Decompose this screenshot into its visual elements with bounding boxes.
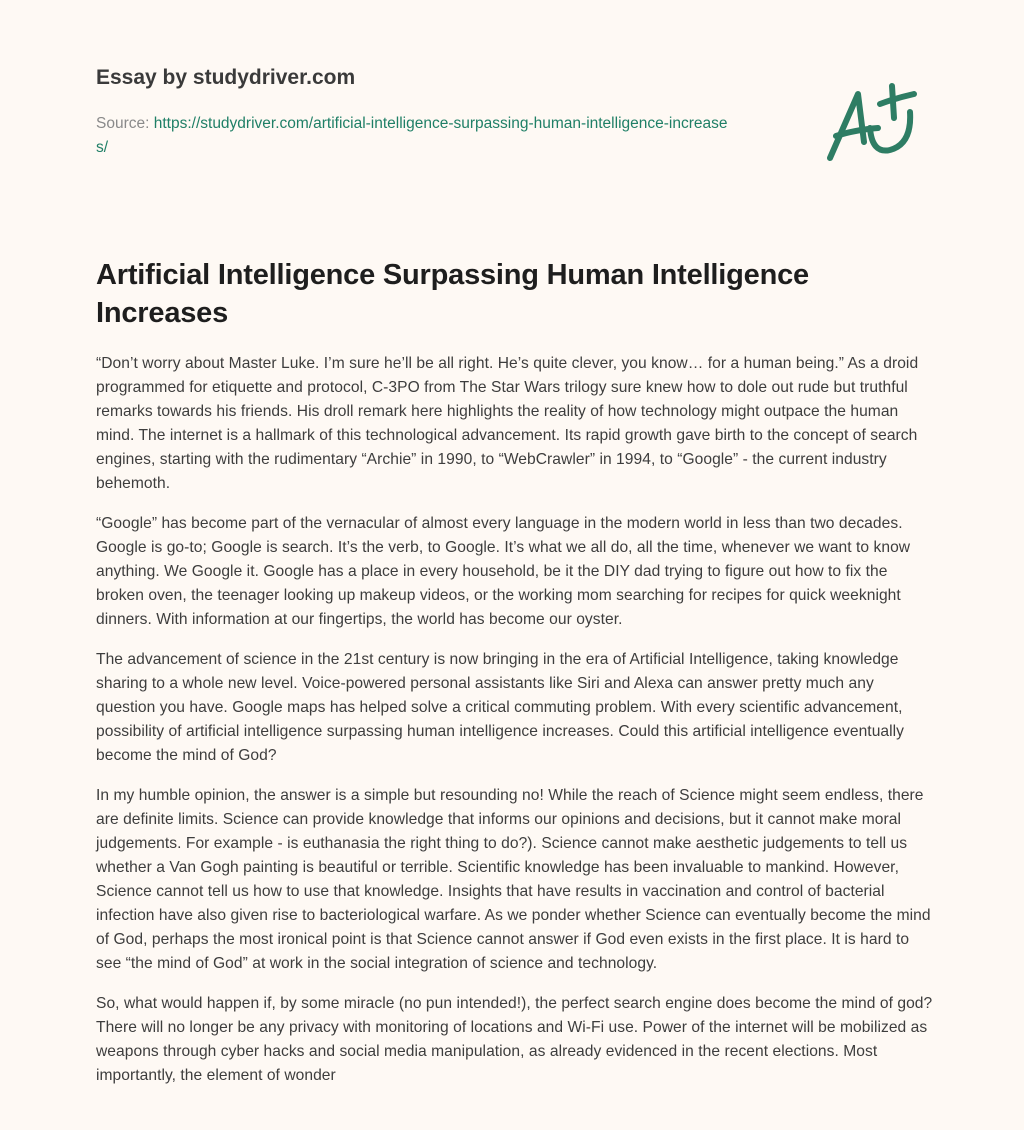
article-paragraph: The advancement of science in the 21st century is now bringing in the era of Artificial Intelligence, taking knowledge sharing to a whole new level. Voice-powered personal assistants like Siri and Alexa can answer pretty much any question you have. Google maps has helped solve a critical commuting problem. With every scientific advancement, possibility of artificial intelligence surpassing human intelligence increases. Could this artificial intelligence eventually become the mind of God? (96, 651, 905, 764)
article-paragraph: “Google” has become part of the vernacular of almost every language in the modern world in less than two decades. Google is go-to; Google is search. It’s the verb, to Google. It’s what we all do, all the time, whenever we want to know anything. We Google it. Google has a place in every household, be it the DIY dad trying to figure out how to fix the broken oven, the teenager looking up makeup videos, or the working mom searching for recipes for quick weeknight dinners. With information at our fingertips, the world has become our oyster. (96, 515, 911, 628)
brand-title: Essay by studydriver.com (96, 66, 356, 89)
source-label: Source: (96, 115, 154, 132)
article-title: Artificial Intelligence Surpassing Human Intelligence Increases (96, 259, 809, 329)
article-paragraph: “Don’t worry about Master Luke. I’m sure he’ll be all right. He’s quite clever, you know… for a human being.” As a droid programmed for etiquette and protocol, C-3PO from The Star Wars trilogy sure knew how to dole out rude but truthful remarks towards his friends. His droll remark here highlights the reality of how technology might outpace the human mind. The internet is a hallmark of this technological advancement. Its rapid growth gave birth to the concept of search engines, starting with the rudimentary “Archie” in 1990, to “WebCrawler” in 1994, to “Google” - the current industry behemoth. (96, 355, 919, 492)
a-plus-grade-icon (820, 70, 930, 170)
article-paragraph: So, what would happen if, by some miracle (no pun intended!), the perfect search engine does become the mind of god? There will no longer be any privacy with monitoring of locations and Wi-Fi use. Power of the internet will be mobilized as weapons through cyber hacks and social media manipulation, as already evidenced in the recent elections. Most importantly, the element of wonder (96, 995, 933, 1084)
article (96, 256, 936, 1104)
source-line (96, 112, 736, 160)
essay-header (96, 64, 736, 160)
article-paragraph: In my humble opinion, the answer is a simple but resounding no! While the reach of Science might seem endless, there are definite limits. Science can provide knowledge that informs our opinions and decisions, but it cannot make moral judgements. For example - is euthanasia the right thing to do?). Science cannot make aesthetic judgements to tell us whether a Van Gogh painting is beautiful or terrible. Scientific knowledge has been invaluable to mankind. However, Science cannot tell us how to use that knowledge. Insights that have results in vaccination and control of bacterial infection have also given rise to bacteriological warfare. As we ponder whether Science can eventually become the mind of God, perhaps the most ironical point is that Science cannot answer if God even exists in the first place. It is hard to see “the mind of God” at work in the social integration of science and technology. (96, 787, 931, 972)
source-link[interactable]: https://studydriver.com/artificial-intelligence-surpassing-human-intelligence-increases/ (96, 115, 728, 156)
